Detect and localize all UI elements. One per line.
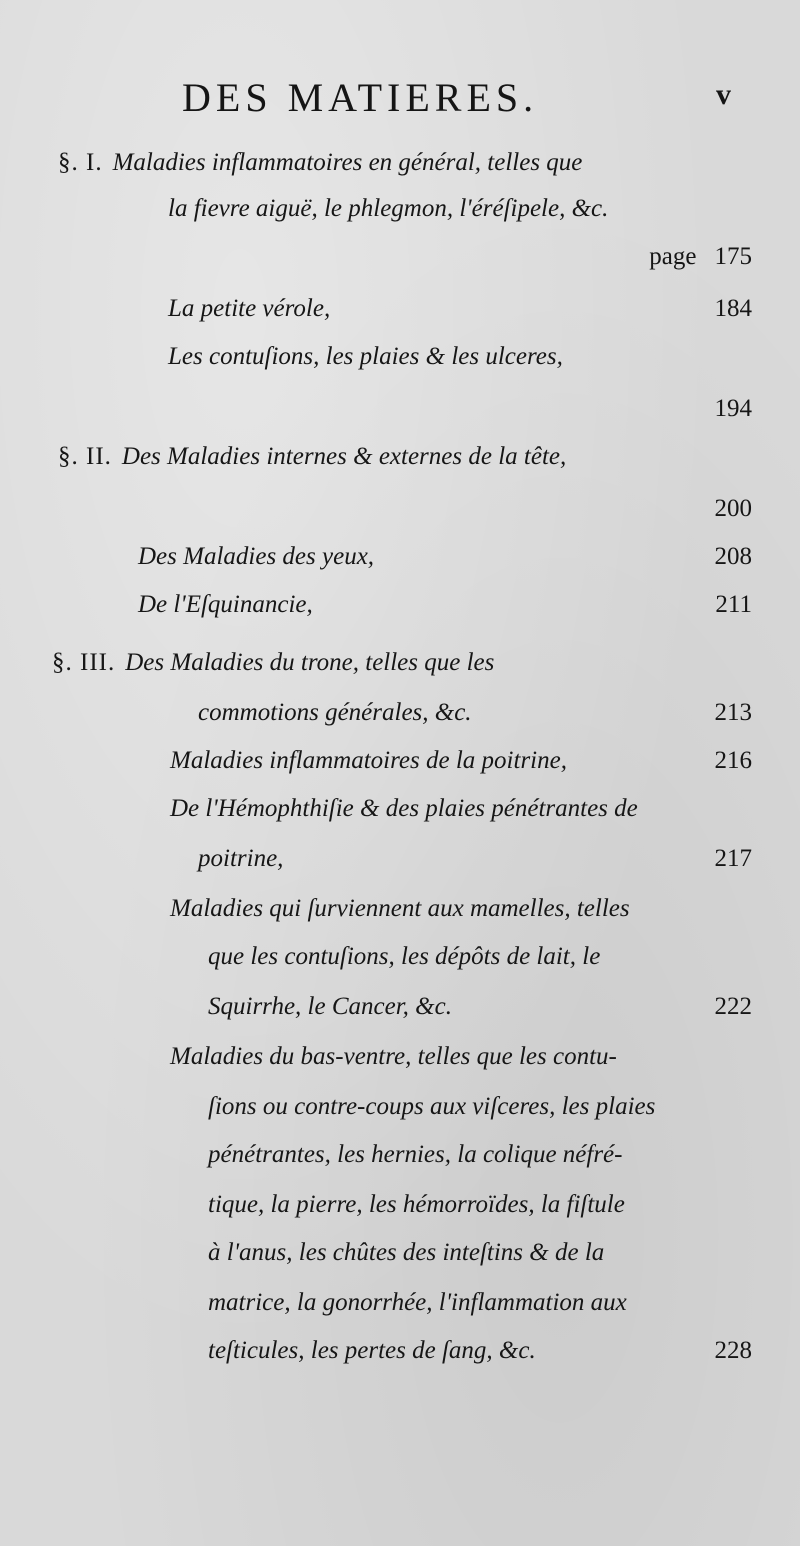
toc-entry-yeux: Des Maladies des yeux, bbox=[138, 543, 375, 570]
toc-entry-s3-line-2: commotions générales, &c. bbox=[198, 699, 472, 726]
toc-entry-mamelles-line-3: Squirrhe, le Cancer, &c. bbox=[208, 993, 452, 1020]
toc-entry-petite-verole: La petite vérole, bbox=[168, 295, 331, 322]
toc-entry-s3-line-1: §. III. Des Maladies du trone, telles que les bbox=[52, 649, 495, 676]
toc-entry-bas-ventre-line-1: Maladies du bas-ventre, telles que les contu- bbox=[170, 1043, 617, 1070]
toc-entry-s1-page: page 175 bbox=[649, 243, 752, 270]
toc-entry-esquinancie-page: 211 bbox=[715, 591, 752, 618]
toc-entry-hemophthisie-line-1: De l'Hémophthiſie & des plaies pénétrantes de bbox=[170, 795, 638, 822]
toc-entry-bas-ventre-line-2: ſions ou contre-coups aux viſceres, les plaies bbox=[208, 1093, 656, 1120]
toc-entry-mamelles-line-2: que les contuſions, les dépôts de lait, le bbox=[208, 943, 601, 970]
toc-entry-contusions: Les contuſions, les plaies & les ulceres, bbox=[168, 343, 563, 370]
page-title: DES MATIERES. bbox=[182, 75, 539, 120]
toc-entry-poitrine-page: 216 bbox=[714, 747, 752, 774]
section-marker: §. I. bbox=[58, 149, 103, 176]
toc-entry-hemophthisie-page: 217 bbox=[714, 845, 752, 872]
toc-entry-mamelles-page: 222 bbox=[714, 993, 752, 1020]
toc-entry-s2-page: 200 bbox=[714, 495, 752, 522]
toc-entry-contusions-page: 194 bbox=[714, 395, 752, 422]
toc-entry-mamelles-line-1: Maladies qui ſurviennent aux mamelles, telles bbox=[170, 895, 630, 922]
toc-entry-bas-ventre-line-5: à l'anus, les chûtes des inteſtins & de la bbox=[208, 1239, 605, 1266]
toc-entry-petite-verole-page: 184 bbox=[714, 295, 752, 322]
section-marker: §. III. bbox=[52, 649, 116, 676]
toc-entry-s1-line-1: §. I. Maladies inflammatoires en général, telles que bbox=[58, 149, 583, 176]
toc-entry-bas-ventre-line-6: matrice, la gonorrhée, l'inflammation aux bbox=[208, 1289, 627, 1316]
toc-entry-s1-line-2: la fievre aiguë, le phlegmon, l'éréſipele, &c. bbox=[168, 195, 609, 222]
toc-entry-bas-ventre-line-4: tique, la pierre, les hémorroïdes, la fiſtule bbox=[208, 1191, 625, 1218]
toc-entry-esquinancie: De l'Eſquinancie, bbox=[138, 591, 313, 618]
toc-entry-bas-ventre-line-3: pénétrantes, les hernies, la colique néfré- bbox=[208, 1141, 623, 1168]
running-header bbox=[0, 74, 800, 124]
section-marker: §. II. bbox=[58, 443, 112, 470]
toc-entry-poitrine: Maladies inflammatoires de la poitrine, bbox=[170, 747, 567, 774]
toc-entry-bas-ventre-line-7: teſticules, les pertes de ſang, &c. bbox=[208, 1337, 536, 1364]
toc-entry-hemophthisie-line-2: poitrine, bbox=[198, 845, 284, 872]
toc-entry-s2: §. II. Des Maladies internes & externes de la tête, bbox=[58, 443, 567, 470]
toc-entry-s3-page: 213 bbox=[714, 699, 752, 726]
page-number: v bbox=[716, 78, 731, 111]
toc-entry-bas-ventre-page: 228 bbox=[714, 1337, 752, 1364]
toc-entry-yeux-page: 208 bbox=[714, 543, 752, 570]
